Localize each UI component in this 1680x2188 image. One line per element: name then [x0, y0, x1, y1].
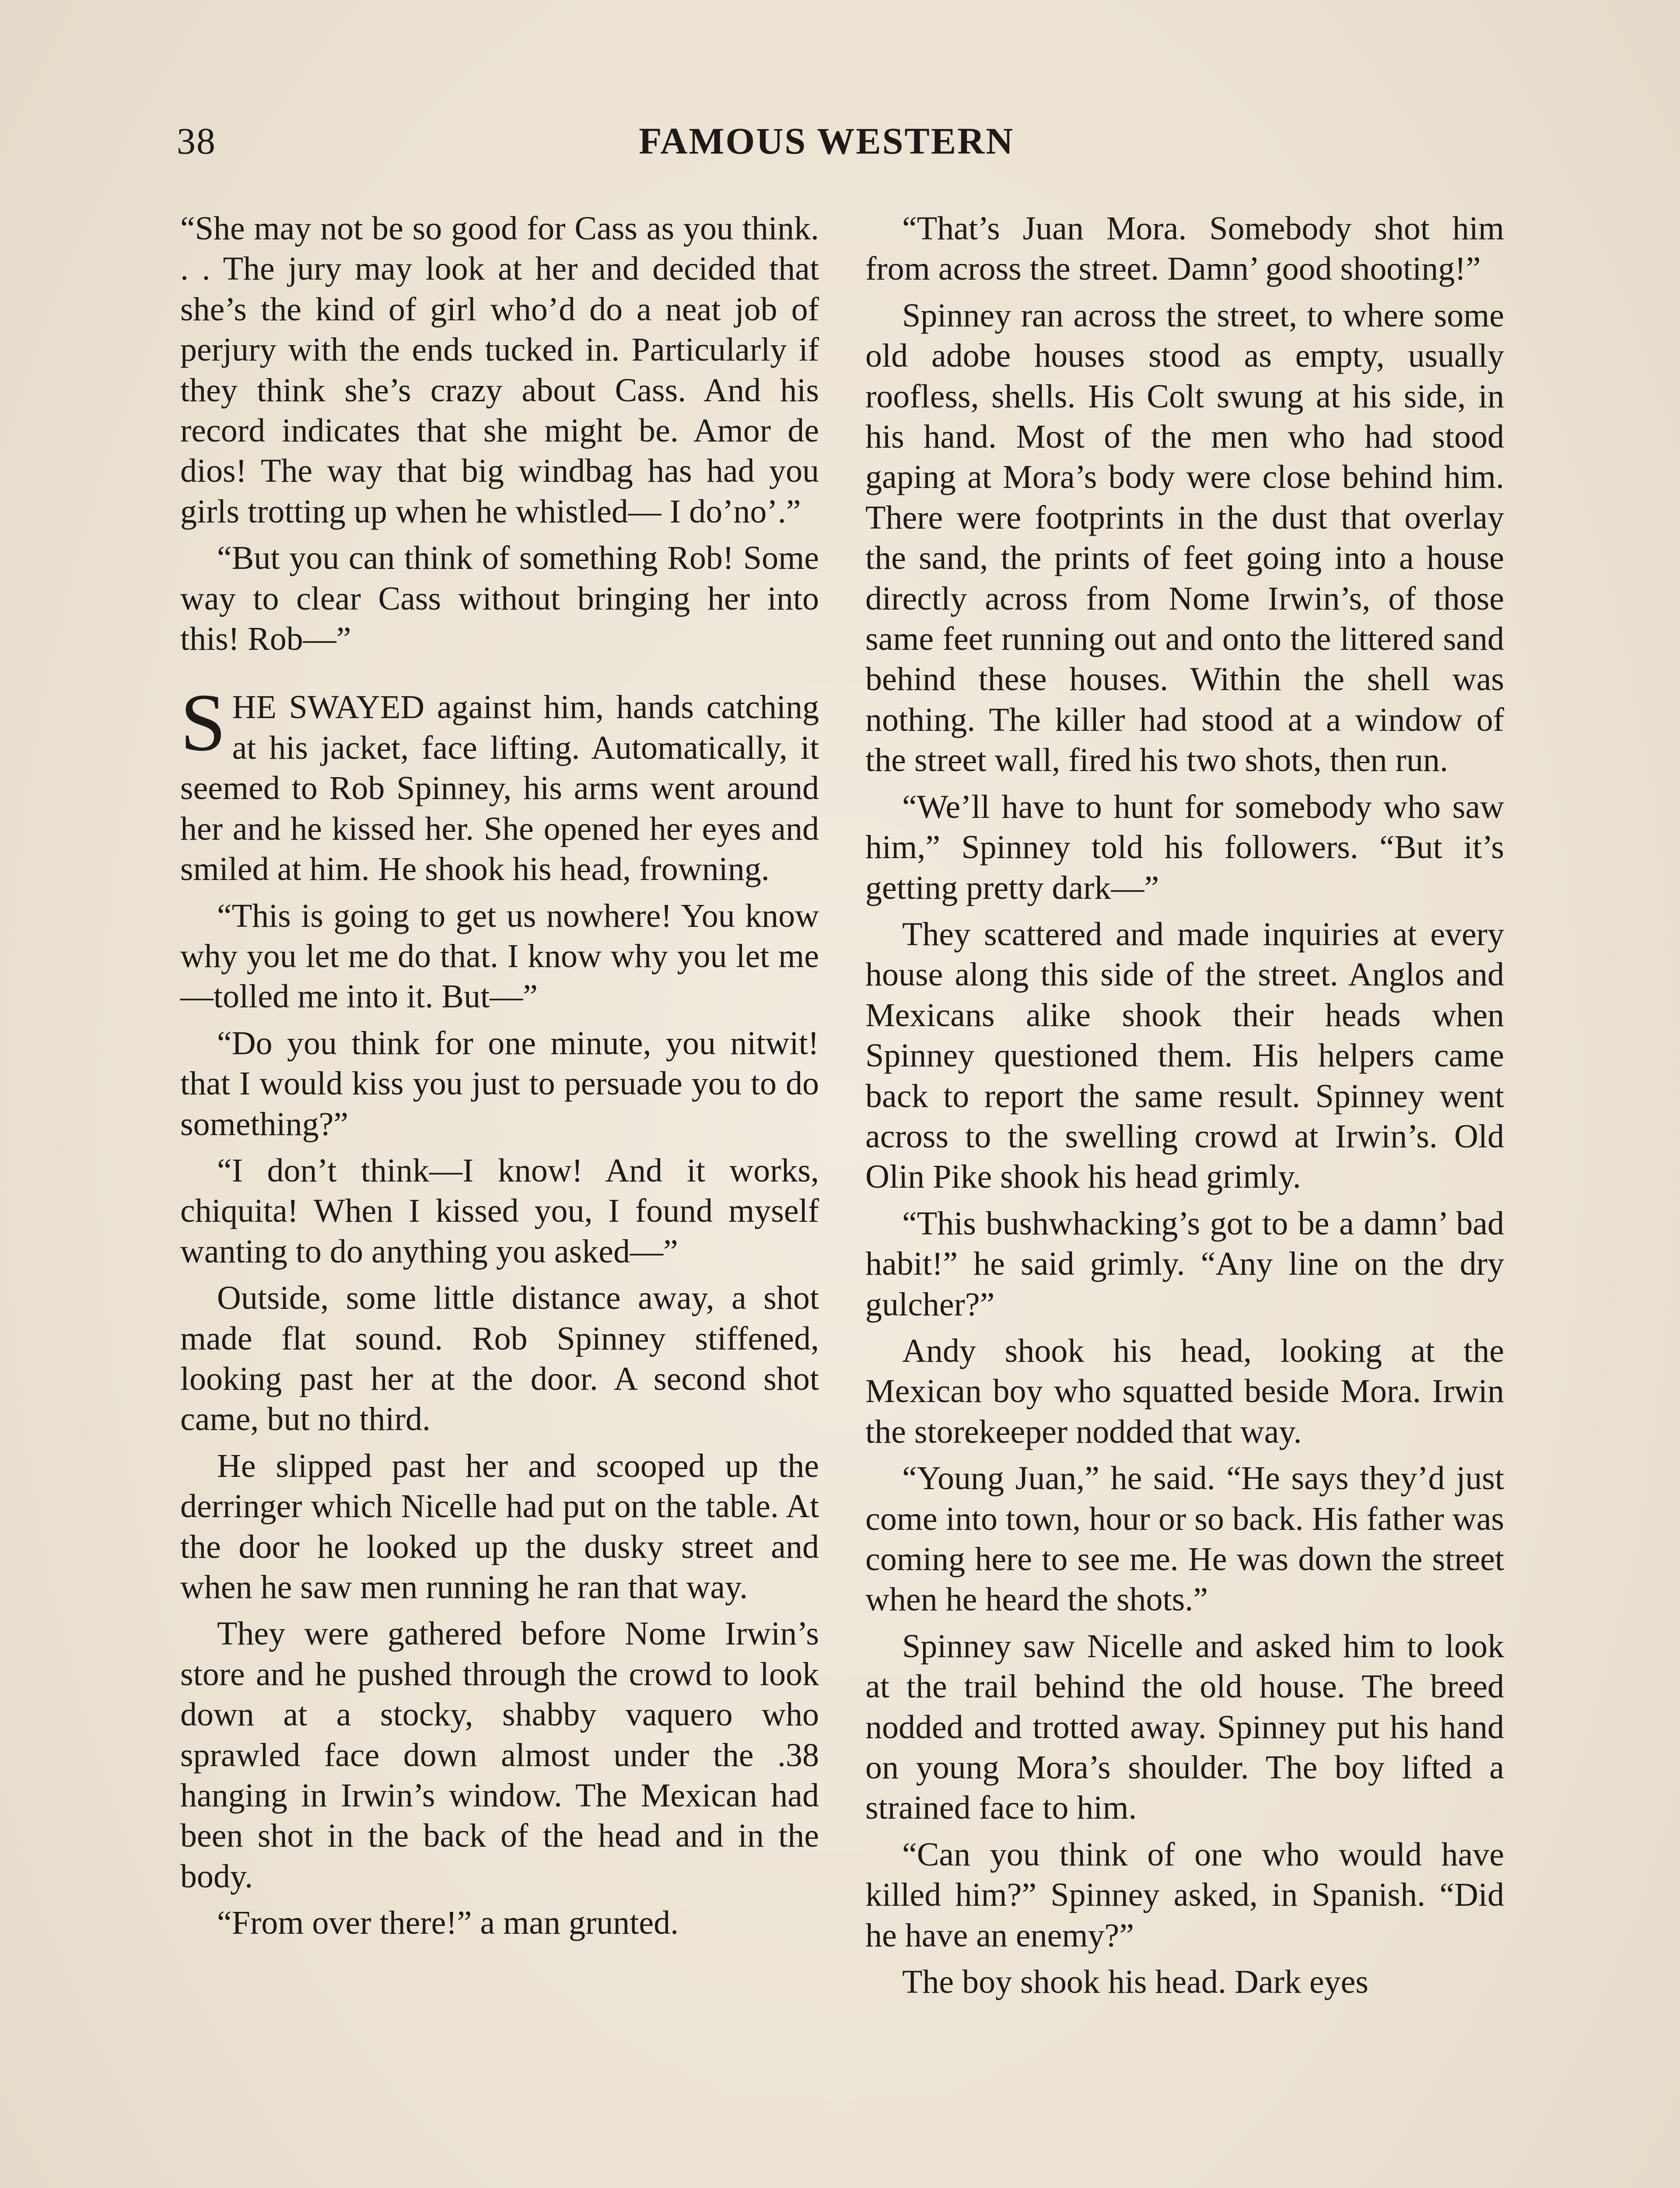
- paragraph: “That’s Juan Mora. Somebody shot him from across the street. Damn’ good shooting!”: [865, 210, 1504, 288]
- paragraph: “From over there!” a man grunted.: [217, 1904, 679, 1942]
- paragraph: “But you can think of something Rob! Some way to clear Cass without bringing her into this! Rob—”: [180, 540, 819, 658]
- paragraph: “We’ll have to hunt for somebody who saw him,” Spinney told his followers. “But it’s getting pretty dark—”: [865, 788, 1504, 906]
- paragraph: Outside, some little distance away, a shot made flat sound. Rob Spinney stiffened, looking past her at the door. A second shot came, but no third.: [180, 1280, 819, 1438]
- paragraph: “This is going to get us nowhere! You know why you let me do that. I know why you let me—tolled me into it. But—”: [180, 897, 819, 1015]
- paragraph: They scattered and made inquiries at every house along this side of the street. Anglos and Mexicans alike shook their heads when Spinney questioned them. His helpers came back to report the same result. Spinney went across to the swelling crowd at Irwin’s. Old Olin Pike shook his head grimly.: [865, 915, 1504, 1196]
- paragraph: Spinney ran across the street, to where some old adobe houses stood as empty, usually roofless, shells. His Colt swung at his side, in his hand. Most of the men who had stood gaping at Mora’s body were close behind him. There were footprints in the dust that overlay the sand, the prints of feet going into a house directly across from Nome Irwin’s, of those same feet running out and onto the littered sand behind these houses. Within the shell was nothing. The killer had stood at a window of the street wall, fired his two shots, then run.: [865, 297, 1504, 779]
- paragraph: The boy shook his head. Dark eyes: [902, 1964, 1368, 2001]
- section-opening-paragraph: [180, 677, 819, 889]
- paragraph: “Can you think of one who would have killed him?” Spinney asked, in Spanish. “Did he have an enemy?”: [865, 1836, 1504, 1954]
- running-head: FAMOUS WESTERN: [639, 120, 1015, 162]
- paragraph: Andy shook his head, looking at the Mexican boy who squatted beside Mora. Irwin the storekeeper nodded that way.: [865, 1332, 1504, 1450]
- left-column: [180, 208, 819, 1950]
- page-number: 38: [177, 120, 216, 162]
- paragraph: “She may not be so good for Cass as you think. . . The jury may look at her and decided that she’s the kind of girl who’d do a neat job of perjury with the ends tucked in. Particularly if they think she’s crazy about Cass. And his record indicates that she might be. Amor de dios! The way that big windbag has had you girls trotting up when he whistled— I do’no’.”: [180, 210, 819, 530]
- paragraph: “This bushwhacking’s got to be a damn’ bad habit!” he said grimly. “Any line on the dry gulcher?”: [865, 1205, 1504, 1323]
- paragraph: “I don’t think—I know! And it works, chiquita! When I kissed you, I found myself wanting to do anything you asked—”: [180, 1152, 819, 1270]
- paragraph-text: HE SWAYED against him, hands catching at his jacket, face lifting. Automatically, it seemed to Rob Spinney, his arms went around her and he kissed her. She opened her eyes and smiled at him. He shook his head, frowning.: [180, 689, 819, 888]
- paragraph: They were gathered before Nome Irwin’s store and he pushed through the crowd to look down at a stocky, shabby vaquero who sprawled face down almost under the .38 hanging in Irwin’s window. The Mexican had been shot in the back of the head and in the body.: [180, 1615, 819, 1895]
- paragraph: “Young Juan,” he said. “He says they’d just come into town, hour or so back. His father was coming here to see me. He was down the street when he heard the shots.”: [865, 1460, 1504, 1618]
- paragraph: Spinney saw Nicelle and asked him to look at the trail behind the old house. The breed nodded and trotted away. Spinney put his hand on young Mora’s shoulder. The boy lifted a strained face to him.: [865, 1627, 1504, 1827]
- drop-cap: S: [180, 677, 226, 768]
- paragraph: He slipped past her and scooped up the derringer which Nicelle had put on the table. At the door he looked up the dusky street and when he saw men running he ran that way.: [180, 1447, 819, 1606]
- right-column: [865, 208, 1504, 2008]
- paragraph: “Do you think for one minute, you nitwit! that I would kiss you just to persuade you to do something?”: [180, 1024, 819, 1143]
